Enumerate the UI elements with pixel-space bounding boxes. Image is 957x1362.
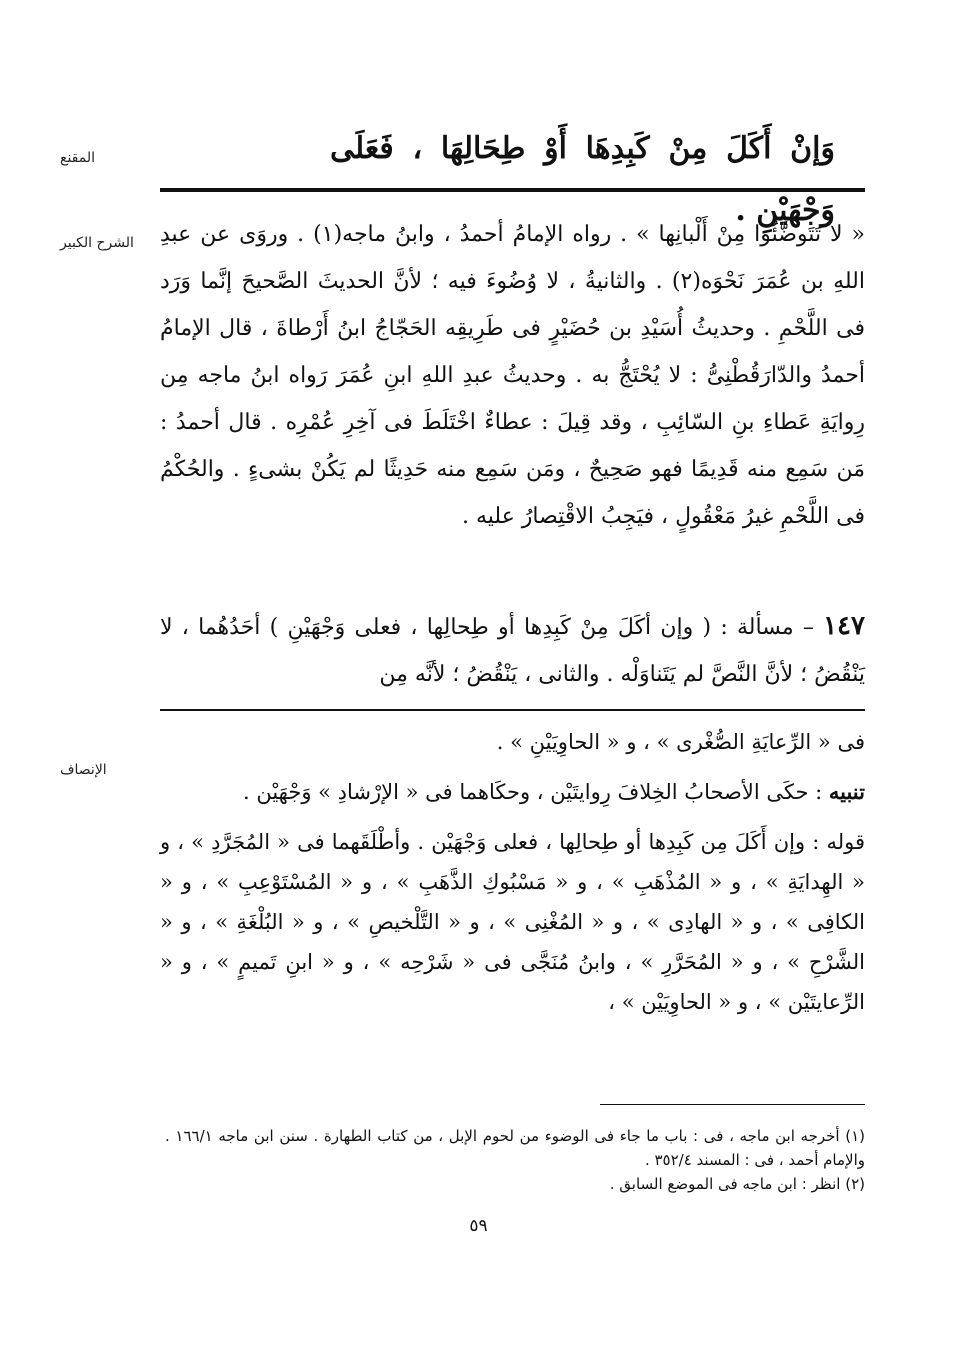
label-sharh-kabir: الشرح الكبير	[60, 235, 134, 251]
footnote-2: (٢) انظر : ابن ماجه فى الموضع السابق .	[609, 1175, 865, 1193]
page-number: ٥٩	[469, 1216, 488, 1236]
masala-number: ١٤٧	[823, 611, 865, 641]
label-insaf: الإنصاف	[60, 762, 107, 778]
insaf-paragraph-1: فى « الرِّعايَةِ الصُّغْرى » ، و « الحاوِيَيْنِ » .	[496, 730, 865, 754]
footnote-rule	[600, 1104, 865, 1105]
footnotes	[165, 1124, 865, 1196]
insaf-paragraph-3: قوله : وإن أَكَلَ مِن كَبِدِها أو طِحالِها ، فعلى وَجْهَيْن . وأطْلَقَهما فى « المُجَرَّدِ » ، و « الهِدايَةِ » ، و « المُذْهَبِ » ، و « مَسْبُوكِ الذَّهَبِ » ، و « المُسْتَوْعِبِ » ، و « الكافِى » ، و « الهادِى » ، و « المُغْنِى » ، و « التَّلْخيصِ » ، و « البُلْغَةِ » ، و « الشَّرْحِ » ، و « المُحَرَّرِ » ، وابنُ مُنَجَّى فى « شَرْحِه » ، و « ابنِ تَميمٍ » ، و « الرِّعايتَيْن » ، و « الحاوِيَيْن » ،	[160, 830, 865, 1014]
sharh-block	[160, 211, 865, 540]
tanbih-text: : حكَى الأصحابُ الخِلافَ رِوايتَيْن ، وحكَاهما فى « الإرْشادِ » وَجْهَيْن .	[243, 780, 823, 804]
insaf-block	[160, 722, 865, 1032]
masala-block	[160, 603, 865, 698]
footnote-1: (١) أخرجه ابن ماجه ، فى : باب ما جاء فى الوضوء من لحوم الإبل ، من كتاب الطهارة . سنن ابن ماجه ١٦٦/١ . والإمام أحمد ، فى : المسند ٣٥٢/٤ .	[165, 1127, 865, 1169]
label-muqni: المقنع	[60, 150, 96, 166]
insaf-tanbih	[160, 772, 865, 812]
top-rule	[160, 188, 865, 192]
matn-text: وَإنْ أَكَلَ مِنْ كَبِدِهَا أَوْ طِحَالِهَا ، فَعَلَى وَجْهَيْنِ .	[330, 131, 835, 228]
middle-rule	[160, 709, 865, 711]
sharh-paragraph: « لا تَتَوضَّئُوا مِنْ أَلْبانِها » . رواه الإمامُ أحمدُ ، وابنُ ماجه(١) . وروَى عن عبدِ اللهِ بن عُمَرَ نَحْوَه(٢) . والثانيةُ ، لا وُضُوءَ فيه ؛ لأنَّ الحديثَ الصَّحيحَ إنَّما وَرَد فى اللَّحْمِ . وحديثُ أُسَيْدِ بن حُضَيْرٍ فى طَرِيقِه الحَجّاجُ ابنُ أَرْطاةَ ، قال الإمامُ أحمدُ والدّارَقُطْنِىُّ : لا يُحْتَجُّ به . وحديثُ عبدِ اللهِ ابنِ عُمَرَ رَواه ابنُ ماجه مِن رِوايَةِ عَطاءِ بنِ السّائِبِ ، وقد قِيلَ : عطاءٌ اخْتَلَطَ فى آخِرِ عُمْرِه . قال أحمدُ : مَن سَمِع منه قَدِيمًا فهو صَحِيحٌ ، ومَن سَمِع منه حَدِيثًا لم يَكُنْ بشىءٍ . والحُكْمُ فى اللَّحْمِ غيرُ مَعْقُولٍ ، فيَجِبُ الاقْتِصارُ عليه .	[160, 222, 866, 529]
tanbih-label: تنبيه	[828, 779, 865, 804]
masala-text: – مسألة : ( وإن أكَلَ مِنْ كَبِدِها أو طِحالِها ، فعلى وَجْهَيْنِ ) أحَدُهُما ، لا يَنْقُضُ ؛ لأنَّ النَّصَّ لم يَتَناوَلْه . والثانى ، يَنْقُضُ ؛ لأنَّه مِن	[160, 615, 865, 687]
